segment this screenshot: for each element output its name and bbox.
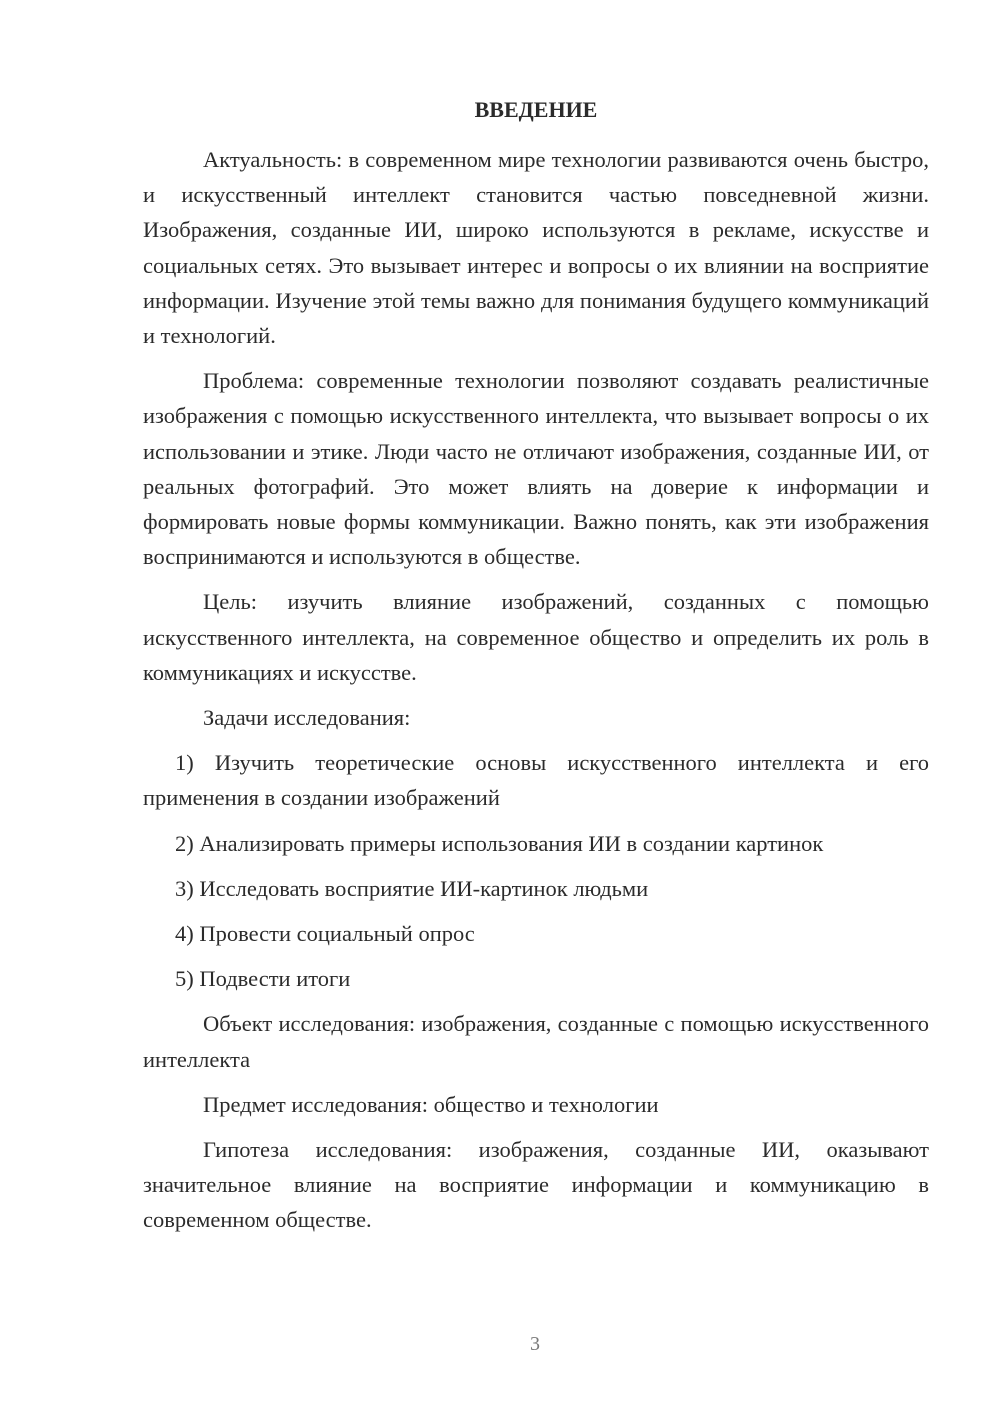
relevance-paragraph: Актуальность: в современном мире технологии развиваются очень быстро, и искусственный интеллект становится частью повседневной жизни. Изображения, созданные ИИ, широко используются в рекламе, искусстве и социальных сетях. Это вызывает интерес и вопросы о их влиянии на восприятие информации. Изучение этой темы важно для понимания будущего коммуникаций и технологий. bbox=[143, 147, 929, 349]
subject-paragraph: Предмет исследования: общество и технологии bbox=[203, 1091, 659, 1117]
goal-paragraph: Цель: изучить влияние изображений, созданных с помощью искусственного интеллекта, на современное общество и определить их роль в коммуникациях и искусстве. bbox=[143, 589, 929, 685]
document-page bbox=[143, 92, 929, 1248]
object-paragraph: Объект исследования: изображения, созданные с помощью искусственного интеллекта bbox=[143, 1011, 929, 1072]
task-item-4: 4) Провести социальный опрос bbox=[175, 921, 475, 947]
problem-paragraph: Проблема: современные технологии позволяют создавать реалистичные изображения с помощью искусственного интеллекта, что вызывает вопросы о их использовании и этике. Люди часто не отличают изображения, созданные ИИ, от реальных фотографий. Это может влиять на доверие к информации и формировать новые формы коммуникации. Важно понять, как эти изображения воспринимаются и используются в обществе. bbox=[143, 368, 929, 570]
task-item-1: 1) Изучить теоретические основы искусственного интеллекта и его применения в создании изображений bbox=[143, 750, 929, 811]
hypothesis-paragraph: Гипотеза исследования: изображения, созданные ИИ, оказывают значительное влияние на восприятие информации и коммуникацию в современном обществе. bbox=[143, 1137, 929, 1233]
page-number: 3 bbox=[530, 1333, 540, 1355]
section-heading: ВВЕДЕНИЕ bbox=[474, 97, 598, 122]
task-item-3: 3) Исследовать восприятие ИИ-картинок людьми bbox=[175, 875, 649, 901]
tasks-heading: Задачи исследования: bbox=[203, 705, 411, 731]
task-item-2: 2) Анализировать примеры использования ИИ в создании картинок bbox=[175, 830, 824, 856]
task-item-5: 5) Подвести итоги bbox=[175, 966, 351, 992]
